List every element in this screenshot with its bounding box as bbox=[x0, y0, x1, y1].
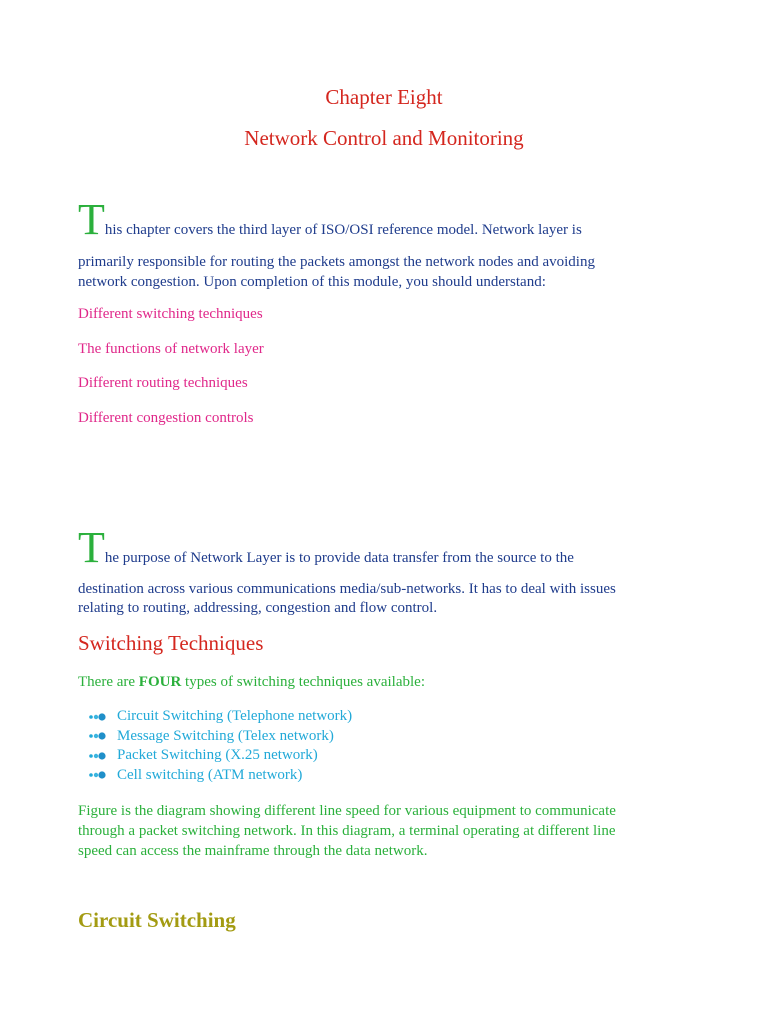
intro-line-3: network congestion. Upon completion of this module, you should understand: bbox=[78, 274, 546, 290]
list-item bbox=[88, 746, 352, 766]
list-item-label: Packet Switching (X.25 network) bbox=[117, 747, 318, 763]
purpose-line-2: destination across various communications media/sub-networks. It has to deal with issues bbox=[78, 581, 616, 597]
purpose-line-3: relating to routing, addressing, congestion and flow control. bbox=[78, 600, 438, 616]
objective-item: Different switching techniques bbox=[78, 306, 263, 322]
list-item bbox=[88, 727, 352, 747]
switching-list bbox=[88, 707, 352, 785]
intro-dropcap: T bbox=[78, 195, 105, 244]
bullet-dots-icon bbox=[88, 711, 108, 723]
figure-line-3: speed can access the mainframe through the data network. bbox=[78, 843, 428, 859]
bullet-dots-icon bbox=[88, 730, 108, 742]
list-item-label: Cell switching (ATM network) bbox=[117, 766, 303, 783]
purpose-line-1: he purpose of Network Layer is to provide data transfer from the source to the bbox=[104, 550, 574, 566]
chapter-title: Network Control and Monitoring bbox=[244, 126, 524, 150]
list-item bbox=[88, 707, 352, 727]
bullet-dots-icon bbox=[88, 769, 108, 781]
list-item bbox=[88, 766, 352, 786]
switching-heading: Switching Techniques bbox=[78, 631, 264, 655]
bullet-dots-icon bbox=[88, 750, 108, 762]
intro-paragraph bbox=[78, 195, 698, 244]
switching-intro-before: There are bbox=[78, 674, 139, 690]
list-item-label: Circuit Switching (Telephone network) bbox=[117, 708, 353, 724]
figure-line-2: through a packet switching network. In this diagram, a terminal operating at different line bbox=[78, 823, 616, 839]
switching-intro bbox=[78, 674, 425, 691]
objective-item: The functions of network layer bbox=[78, 341, 264, 357]
figure-line-1: Figure is the diagram showing different line speed for various equipment to communicate bbox=[78, 803, 616, 819]
chapter-label: Chapter Eight bbox=[325, 85, 443, 109]
switching-intro-after: types of switching techniques available: bbox=[181, 674, 425, 690]
objective-item: Different congestion controls bbox=[78, 410, 254, 426]
intro-line-1: his chapter covers the third layer of ISO/OSI reference model. Network layer is bbox=[104, 222, 582, 238]
objective-item: Different routing techniques bbox=[78, 375, 248, 391]
purpose-dropcap: T bbox=[78, 523, 105, 572]
purpose-paragraph bbox=[78, 523, 698, 572]
list-item-label: Message Switching (Telex network) bbox=[117, 727, 334, 744]
switching-intro-bold: FOUR bbox=[138, 674, 182, 690]
intro-line-2: primarily responsible for routing the packets amongst the network nodes and avoiding bbox=[78, 254, 595, 270]
circuit-switching-heading: Circuit Switching bbox=[78, 908, 236, 932]
